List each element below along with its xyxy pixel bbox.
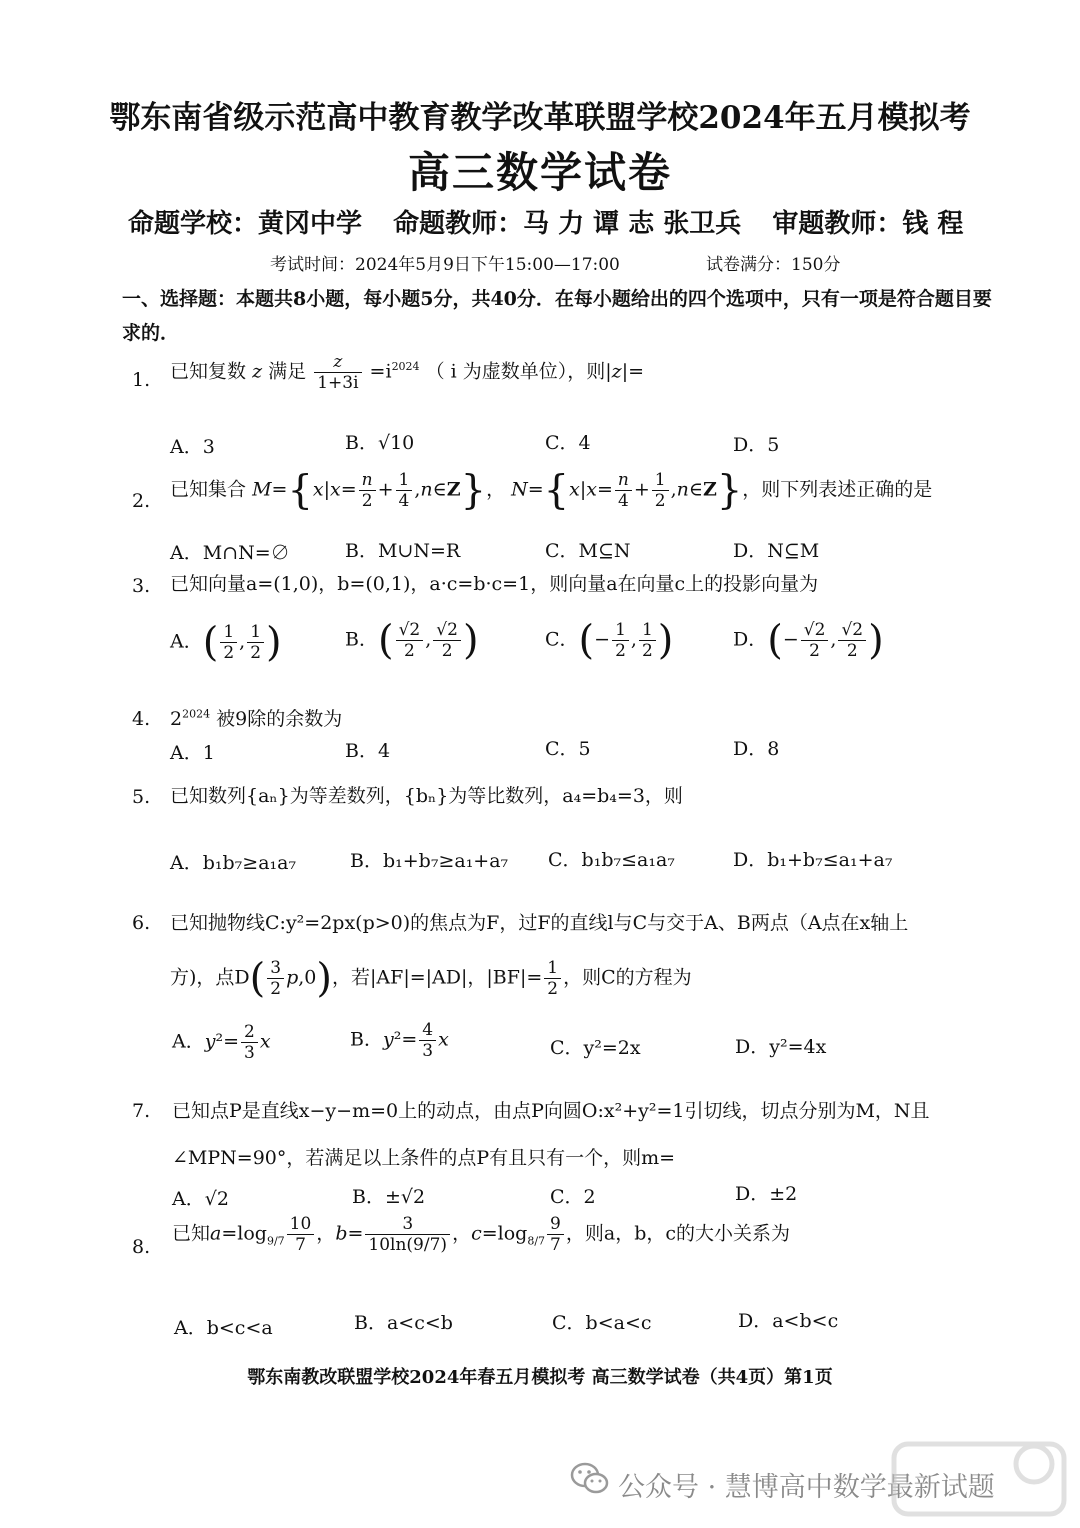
setters-label: 命题教师：马 力 谭 志 张卫兵 [393,209,742,239]
option-b: B．M∪N=R [345,540,461,562]
question-stem: $2^{2024}$ 被9除的余数为 [170,707,343,730]
option-a: A．3 [170,436,215,458]
option-d: D．8 [733,738,780,760]
option-b: B．y²= $\frac{4}{3}$ x [350,1020,449,1061]
question-number: 6. [132,912,151,934]
option-d: D．5 [733,434,780,456]
watermark-logo [854,1436,1074,1522]
question-stem-line1: 已知点P是直线x−y−m=0上的动点，由点P向圆O:x²+y²=1引切线，切点分别为M，N且 [172,1100,930,1122]
option-a: A．M∩N=∅ [170,542,290,564]
question-stem: 已知$a=\log_{9/7}$ $\frac{10}{7}$ ，b= $\frac{3}{10\ln(9/7)}$ ，$c=\log_{8/7}$ $\frac{9}{7}$ ，则a，b，c的大小关系为 [172,1214,791,1255]
option-c: C．5 [545,738,591,760]
option-d: D．a<b<c [738,1310,839,1332]
option-a: A．( $\frac{1}{2}$ , $\frac{1}{2}$ ) [170,619,282,666]
school-label: 命题学校：黄冈中学 [128,209,363,239]
question-stem-line2: 方)，点D( $\frac{3}{2}$ p,0)，若|AF|=|AD|，|BF|= $\frac{1}{2}$ ，则C的方程为 [170,955,692,1002]
option-d: D．b₁+b₇≤a₁+a₇ [733,849,893,871]
option-b: B．( $\frac{√2}{2}$ , $\frac{√2}{2}$ ) [345,617,479,664]
option-b: B．b₁+b₇≥a₁+a₇ [350,850,509,872]
question-stem-line1: 已知抛物线C:y²=2px(p>0)的焦点为F，过F的直线l与C与交于A、B两点（A点在x轴上 [170,912,909,934]
option-a: A．b<c<a [174,1317,273,1339]
full-score: 试卷满分：150分 [706,255,841,275]
option-c: C．M⊆N [545,540,631,562]
option-a: A．√2 [172,1188,229,1210]
question-stem: 已知向量a=(1,0)，b=(0,1)，a·c=b·c=1，则向量a在向量c上的投影向量为 [170,573,819,595]
option-b: B．4 [345,740,391,762]
exam-title: 鄂东南省级示范高中教育教学改革联盟学校2024年五月模拟考 [109,100,971,136]
option-d: D．(− $\frac{√2}{2}$ , $\frac{√2}{2}$ ) [733,617,884,664]
question-number: 4. [132,708,151,730]
question-number: 8. [132,1236,151,1258]
option-c: C．4 [545,432,591,454]
question-number: 5. [132,786,151,808]
question-number: 7. [132,1100,151,1122]
option-a: A．b₁b₇≥a₁a₇ [170,852,297,874]
author-line [128,203,985,240]
option-d: D．y²=4x [735,1036,827,1058]
option-b: B．±√2 [352,1186,426,1208]
option-b: B．a<c<b [354,1312,453,1334]
option-a: A．1 [170,742,215,764]
question-stem: 已知数列{aₙ}为等差数列，{bₙ}为等比数列，a₄=b₄=3，则 [170,785,683,807]
page-footer: 鄂东南教改联盟学校2024年春五月模拟考 高三数学试卷（共4页）第1页 [247,1367,833,1388]
reviewer-label: 审题教师：钱 程 [772,209,964,239]
option-c: C．y²=2x [550,1037,641,1059]
watermark-text: 公众号 · 慧博高中数学最新试题 [618,1472,995,1503]
option-c: C．2 [550,1186,596,1208]
option-d: D．±2 [735,1183,798,1205]
fraction: $\frac{z}{1+3i}$ [314,352,361,393]
option-d: D．N⊆M [733,540,820,562]
option-b: B．√10 [345,432,415,454]
question-stem-line2: ∠MPN=90°，若满足以上条件的点P有且只有一个，则m= [172,1147,676,1169]
question-number: 3. [132,575,151,597]
question-stem: 已知集合 M={x|x= $\frac{n}{2}$ + $\frac{1}{4}$ ,n∈Z}， N={x|x= $\frac{n}{4}$ + $\frac{1}{2}$ ,n∈Z}，则下列表述正确的是 [170,467,933,514]
option-c: C．(− $\frac{1}{2}$ , $\frac{1}{2}$ ) [545,617,674,664]
option-c: C．b₁b₇≤a₁a₇ [548,849,675,871]
question-stem: 已知复数 z 满足 $\frac{z}{1+3i}$ $=i^{2024}$ （ i 为虚数单位），则|z|= [170,352,645,393]
option-a: A．y²= $\frac{2}{3}$ x [172,1022,271,1063]
section-heading: 一、选择题：本题共8小题，每小题5分，共40分．在每小题给出的四个选项中，只有一项是符合题目要求的． [122,288,992,344]
exam-time: 考试时间：2024年5月9日下午15:00—17:00 [270,255,620,275]
question-number: 1. [132,369,151,391]
wechat-icon [570,1462,610,1496]
question-number: 2. [132,490,151,512]
option-c: C．b<a<c [552,1312,652,1334]
paper-title: 高三数学试卷 [407,148,672,197]
